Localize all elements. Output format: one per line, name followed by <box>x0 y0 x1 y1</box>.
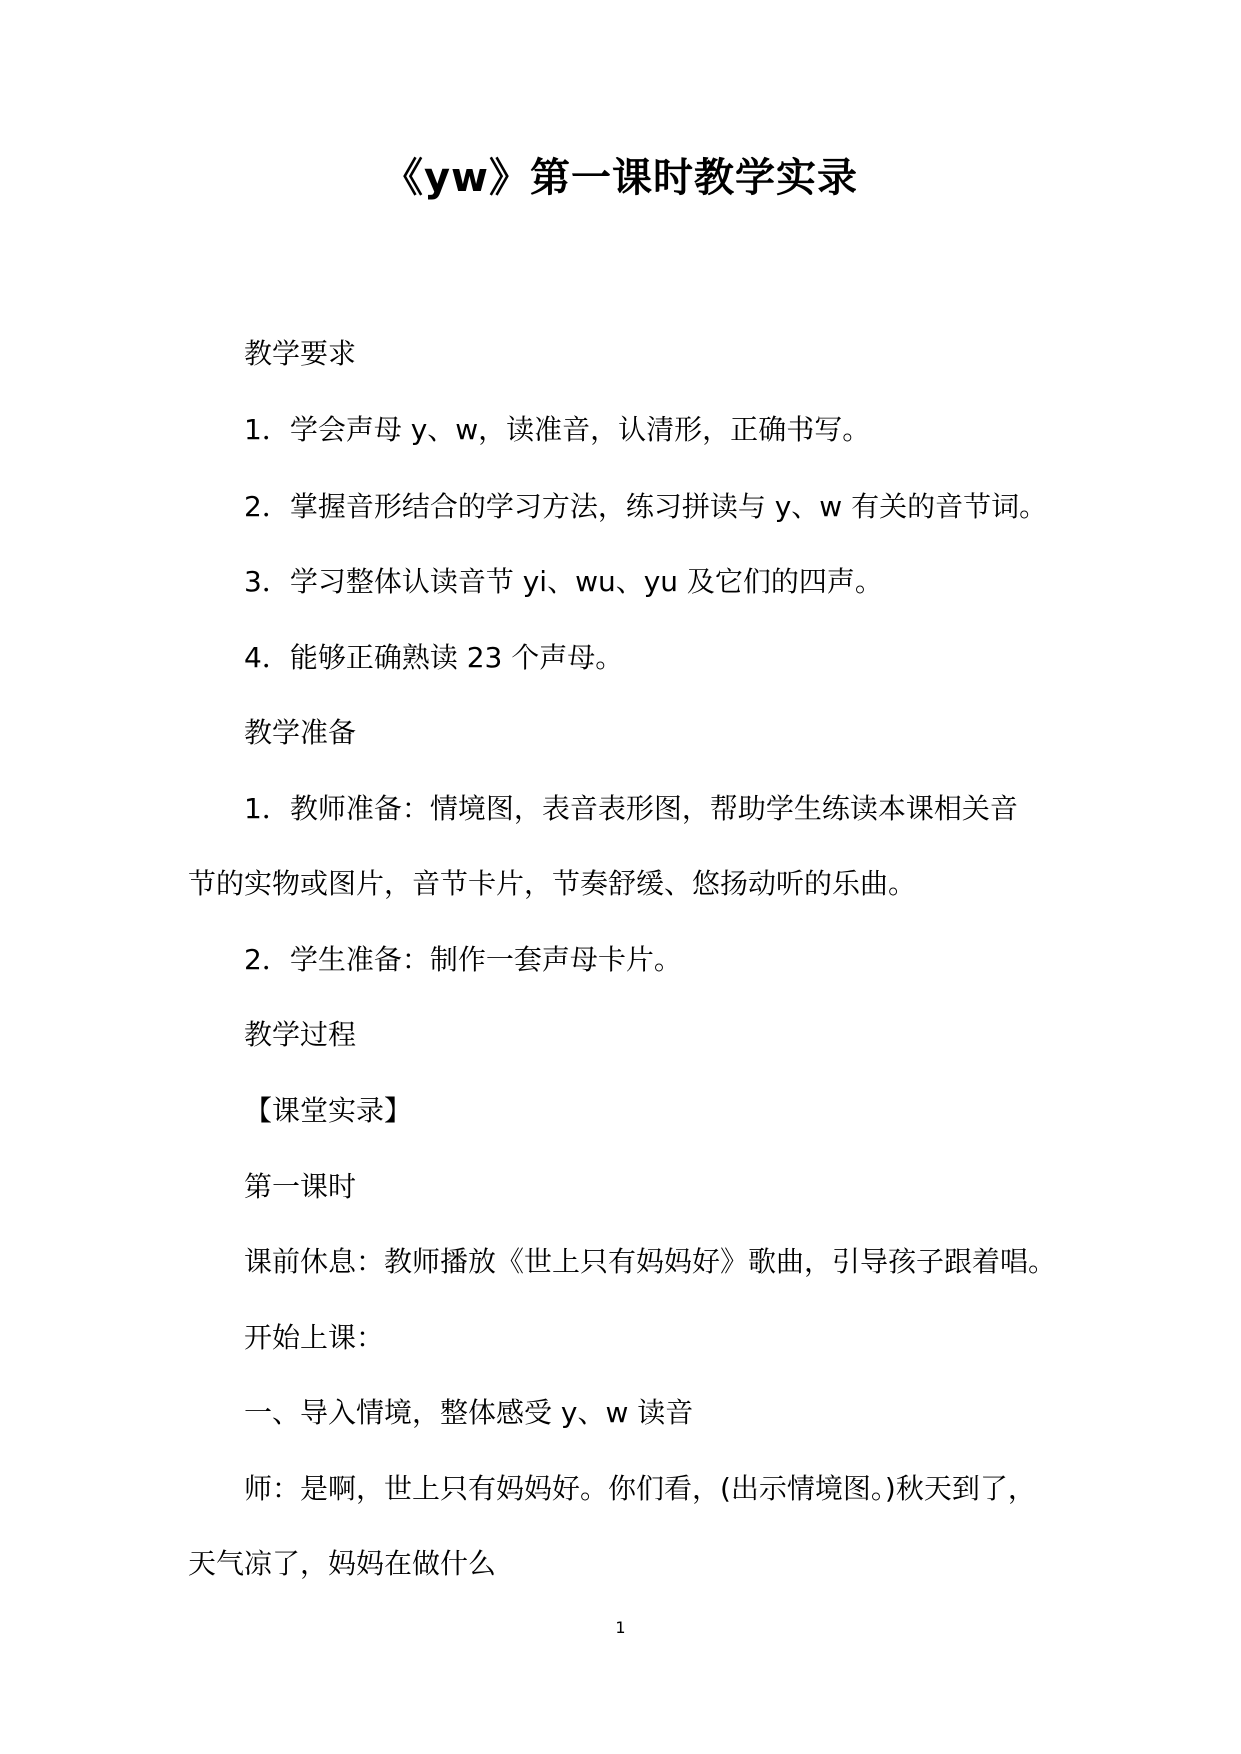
page-number: 1 <box>615 1618 626 1637</box>
teacher-dialogue: 师：是啊，世上只有妈妈好。你们看，(出示情境图。)秋天到了， <box>244 1472 1036 1505</box>
classroom-record-heading: 【课堂实录】 <box>244 1094 413 1127</box>
class-start-paragraph: 开始上课： <box>244 1321 385 1354</box>
requirement-item-4: 4．能够正确熟读 23 个声母。 <box>244 641 624 674</box>
teacher-dialogue-continued: 天气凉了，妈妈在做什么 <box>188 1547 497 1580</box>
section-heading-process: 教学过程 <box>244 1018 357 1051</box>
preparation-item-1: 1．教师准备：情境图，表音表形图，帮助学生练读本课相关音 <box>244 792 1018 825</box>
document-title: 《yw》第一课时教学实录 <box>382 155 859 201</box>
step-one-heading: 一、导入情境，整体感受 y、w 读音 <box>244 1396 694 1429</box>
requirement-item-1: 1．学会声母 y、w，读准音，认清形，正确书写。 <box>244 413 871 446</box>
preparation-item-2: 2．学生准备：制作一套声母卡片。 <box>244 943 682 976</box>
section-heading-preparation: 教学准备 <box>244 716 357 749</box>
requirement-item-3: 3．学习整体认读音节 yi、wu、yu 及它们的四声。 <box>244 565 883 598</box>
lesson-heading: 第一课时 <box>244 1170 357 1203</box>
section-heading-requirements: 教学要求 <box>244 337 357 370</box>
pre-class-paragraph: 课前休息：教师播放《世上只有妈妈好》歌曲，引导孩子跟着唱。 <box>244 1245 1057 1278</box>
preparation-item-1-continued: 节的实物或图片，音节卡片，节奏舒缓、悠扬动听的乐曲。 <box>188 867 917 900</box>
requirement-item-2: 2．掌握音形结合的学习方法，练习拼读与 y、w 有关的音节词。 <box>244 490 1048 523</box>
